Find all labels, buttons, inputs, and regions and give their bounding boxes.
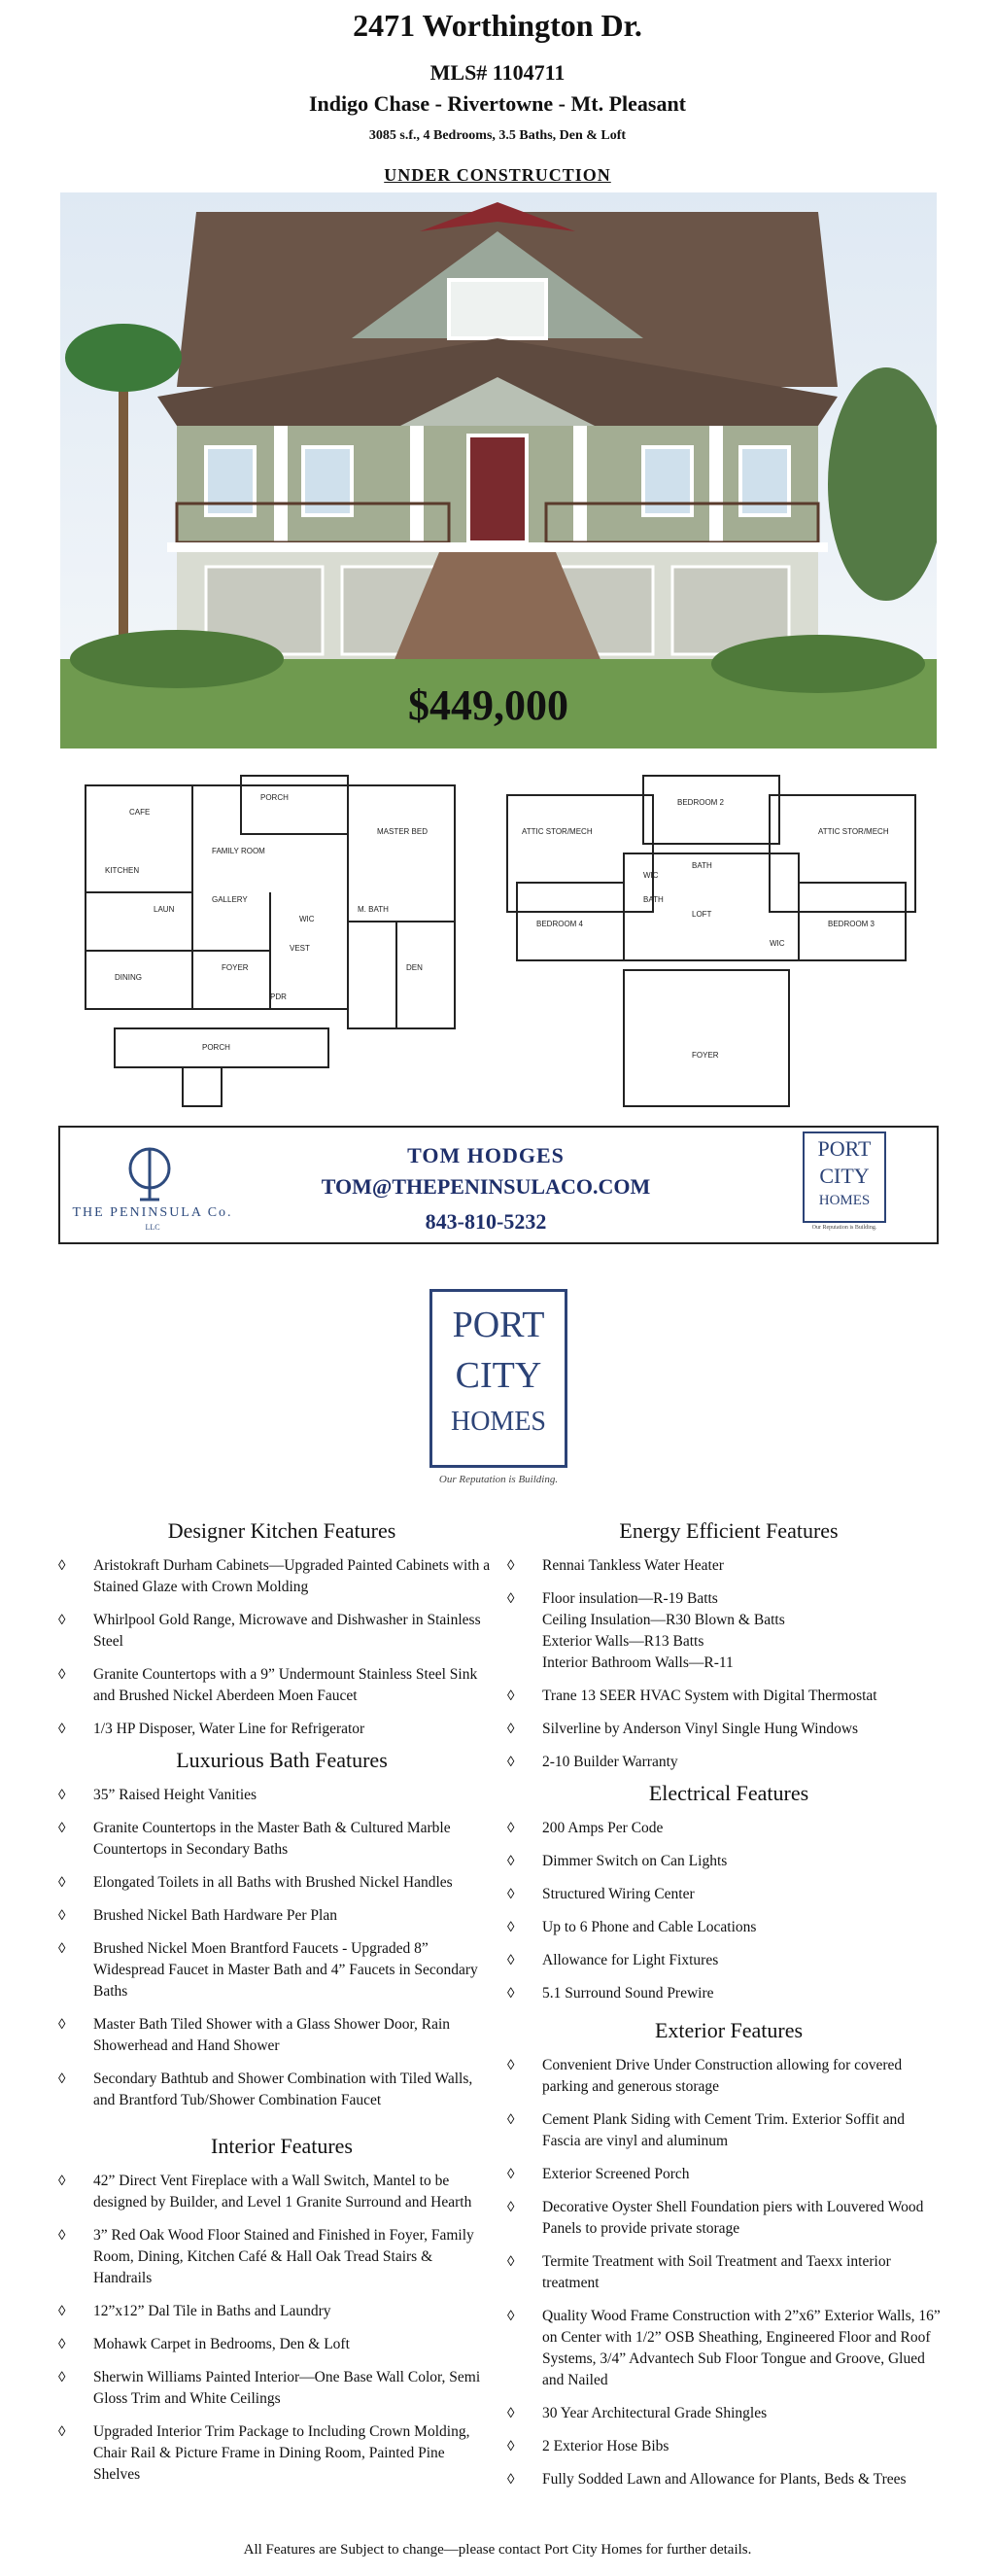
list-item: ◊ 5.1 Surround Sound Prewire <box>507 1983 941 2004</box>
peninsula-company-name: THE PENINSULA Co. <box>72 1205 233 1220</box>
room-label: ATTIC STOR/MECH <box>818 827 889 836</box>
room-label: WIC <box>299 915 315 923</box>
list-item: ◊ Upgraded Interior Trim Package to Including Crown Molding, Chair Rail & Picture Frame in Dining Room, Painted Pine Shelves <box>58 2421 494 2486</box>
kitchen-features-title: Designer Kitchen Features <box>167 1518 396 1543</box>
energy-features-list <box>507 1555 941 1773</box>
construction-status: UNDER CONSTRUCTION <box>384 165 611 185</box>
room-label: M. BATH <box>358 905 389 914</box>
list-item: ◊ Granite Countertops in the Master Bath & Cultured Marble Countertops in Secondary Baths <box>58 1818 494 1861</box>
brand-line2: CITY <box>819 1164 870 1188</box>
footer-disclaimer: All Features are Subject to change—please contact Port City Homes for further details. <box>243 2542 752 2558</box>
list-item: ◊ 35” Raised Height Vanities <box>58 1785 494 1806</box>
list-item: ◊ 1/3 HP Disposer, Water Line for Refrigerator <box>58 1719 494 1740</box>
room-label: VEST <box>290 944 310 953</box>
list-item: ◊ Termite Treatment with Soil Treatment and Taexx interior treatment <box>507 2251 941 2294</box>
room-label: MASTER BED <box>377 827 429 836</box>
agent-name: TOM HODGES <box>407 1143 565 1167</box>
exterior-features-title: Exterior Features <box>654 2018 804 2042</box>
peninsula-llc: LLC <box>145 1223 160 1232</box>
room-label: DEN <box>406 963 423 972</box>
room-label: BATH <box>692 861 712 870</box>
brand-line3: HOMES <box>450 1407 546 1437</box>
room-label: ATTIC STOR/MECH <box>522 827 593 836</box>
list-item: ◊ 2-10 Builder Warranty <box>507 1752 941 1773</box>
list-item: ◊ Secondary Bathtub and Shower Combination with Tiled Walls, and Brantford Tub/Shower Combination Faucet <box>58 2069 494 2111</box>
list-item: ◊ 3” Red Oak Wood Floor Stained and Finished in Foyer, Family Room, Dining, Kitchen Café & Hall Oak Tread Stairs & Handrails <box>58 2225 494 2289</box>
room-label: PORCH <box>202 1043 230 1052</box>
list-item: ◊ Silverline by Anderson Vinyl Single Hung Windows <box>507 1719 941 1740</box>
kitchen-features-list <box>58 1555 494 1740</box>
list-item: ◊ Rennai Tankless Water Heater <box>507 1555 941 1577</box>
brand-line1: PORT <box>817 1136 872 1161</box>
room-label: BEDROOM 4 <box>536 920 584 928</box>
list-item: ◊ Floor insulation—R-19 Batts Ceiling Insulation—R30 Blown & Batts Exterior Walls—R13 Batts Interior Bathroom Walls—R-11 <box>507 1588 941 1674</box>
property-specs: 3085 s.f., 4 Bedrooms, 3.5 Baths, Den & Loft <box>368 128 627 143</box>
property-address: 2471 Worthington Dr. <box>353 8 642 43</box>
list-item: ◊ Whirlpool Gold Range, Microwave and Dishwasher in Stainless Steel <box>58 1610 494 1653</box>
list-item: ◊ Up to 6 Phone and Cable Locations <box>507 1917 941 1938</box>
list-item: ◊ Decorative Oyster Shell Foundation piers with Louvered Wood Panels to provide private storage <box>507 2197 941 2240</box>
room-label: PDR <box>270 992 287 1001</box>
listing-price: $449,000 <box>408 681 568 729</box>
room-label: BATH <box>643 895 664 904</box>
brand-tagline: Our Reputation is Building. <box>438 1474 559 1485</box>
first-floor-plan <box>76 756 464 1118</box>
list-item: ◊ Granite Countertops with a 9” Undermount Stainless Steel Sink and Brushed Nickel Aberdeen Moen Faucet <box>58 1664 494 1707</box>
bath-features-list <box>58 1785 494 2111</box>
list-item: ◊ 2 Exterior Hose Bibs <box>507 2436 941 2457</box>
room-label: LAUN <box>154 905 175 914</box>
electrical-features-title: Electrical Features <box>648 1781 809 1805</box>
list-item: ◊ Aristokraft Durham Cabinets—Upgraded Painted Cabinets with a Stained Glaze with Crown Molding <box>58 1555 494 1598</box>
room-label: KITCHEN <box>105 866 140 875</box>
list-item: ◊ Mohawk Carpet in Bedrooms, Den & Loft <box>58 2334 494 2355</box>
room-label: GALLERY <box>212 895 248 904</box>
agent-email[interactable]: TOM@THEPENINSULACO.COM <box>321 1174 651 1199</box>
list-item: ◊ Allowance for Light Fixtures <box>507 1950 941 1971</box>
room-label: WIC <box>770 939 785 948</box>
interior-features-list <box>58 2171 494 2486</box>
list-item: ◊ Quality Wood Frame Construction with 2”x6” Exterior Walls, 16” on Center with 1/2” OSB Sheathing, Engineered Floor and Roof Systems, 3/4” Advantech Sub Floor Tongue and Groove, Glued and Nailed <box>507 2306 941 2391</box>
list-item: ◊ Dimmer Switch on Can Lights <box>507 1851 941 1872</box>
port-city-homes-logo-small <box>803 1131 892 1240</box>
room-label: DINING <box>115 973 142 982</box>
list-item: ◊ Cement Plank Siding with Cement Trim. Exterior Soffit and Fascia are vinyl and aluminum <box>507 2109 941 2152</box>
mls-number: MLS# 1104711 <box>429 60 566 85</box>
list-item: ◊ 12”x12” Dal Tile in Baths and Laundry <box>58 2301 494 2322</box>
list-item: ◊ 42” Direct Vent Fireplace with a Wall Switch, Mantel to be designed by Builder, and Level 1 Granite Surround and Hearth <box>58 2171 494 2213</box>
list-item: ◊ Fully Sodded Lawn and Allowance for Plants, Beds & Trees <box>507 2469 941 2490</box>
list-item: ◊ Master Bath Tiled Shower with a Glass Shower Door, Rain Showerhead and Hand Shower <box>58 2014 494 2057</box>
energy-features-title: Energy Efficient Features <box>619 1518 839 1543</box>
list-item: ◊ Elongated Toilets in all Baths with Brushed Nickel Handles <box>58 1872 494 1894</box>
room-label: LOFT <box>692 910 712 919</box>
electrical-features-list <box>507 1818 941 2004</box>
brand-tagline: Our Reputation is Building. <box>811 1225 877 1231</box>
list-item: ◊ Brushed Nickel Moen Brantford Faucets - Upgraded 8” Widespread Faucet in Master Bath and 4” Faucets in Secondary Baths <box>58 1938 494 2002</box>
list-item: ◊ Convenient Drive Under Construction allowing for covered parking and generous storage <box>507 2055 941 2098</box>
room-label: FOYER <box>692 1051 719 1060</box>
list-item: ◊ Sherwin Williams Painted Interior—One Base Wall Color, Semi Gloss Trim and White Ceilings <box>58 2367 494 2410</box>
brand-line2: CITY <box>455 1355 542 1396</box>
port-city-homes-logo <box>429 1289 567 1495</box>
brand-line3: HOMES <box>818 1193 871 1208</box>
room-label: FOYER <box>222 963 249 972</box>
room-label: WIC <box>643 871 659 880</box>
list-item: ◊ 200 Amps Per Code <box>507 1818 941 1839</box>
interior-features-title: Interior Features <box>211 2134 353 2158</box>
room-label: PORCH <box>260 793 289 802</box>
list-item: ◊ 30 Year Architectural Grade Shingles <box>507 2403 941 2424</box>
exterior-features-list <box>507 2055 941 2490</box>
list-item: ◊ Trane 13 SEER HVAC System with Digital Thermostat <box>507 1686 941 1707</box>
room-label: FAMILY ROOM <box>212 847 265 855</box>
room-label: CAFE <box>129 808 151 817</box>
agent-phone[interactable]: 843-810-5232 <box>425 1209 547 1234</box>
list-item: ◊ Exterior Screened Porch <box>507 2164 941 2185</box>
list-item: ◊ Structured Wiring Center <box>507 1884 941 1905</box>
second-floor-plan <box>498 756 925 1118</box>
room-label: BEDROOM 2 <box>677 798 725 807</box>
peninsula-logo-icon <box>62 1139 237 1236</box>
brand-line1: PORT <box>452 1305 545 1345</box>
property-location: Indigo Chase - Rivertowne - Mt. Pleasant <box>308 91 687 116</box>
bath-features-title: Luxurious Bath Features <box>176 1748 388 1772</box>
room-label: BEDROOM 3 <box>828 920 875 928</box>
house-rendering <box>60 192 937 748</box>
list-item: ◊ Brushed Nickel Bath Hardware Per Plan <box>58 1905 494 1927</box>
